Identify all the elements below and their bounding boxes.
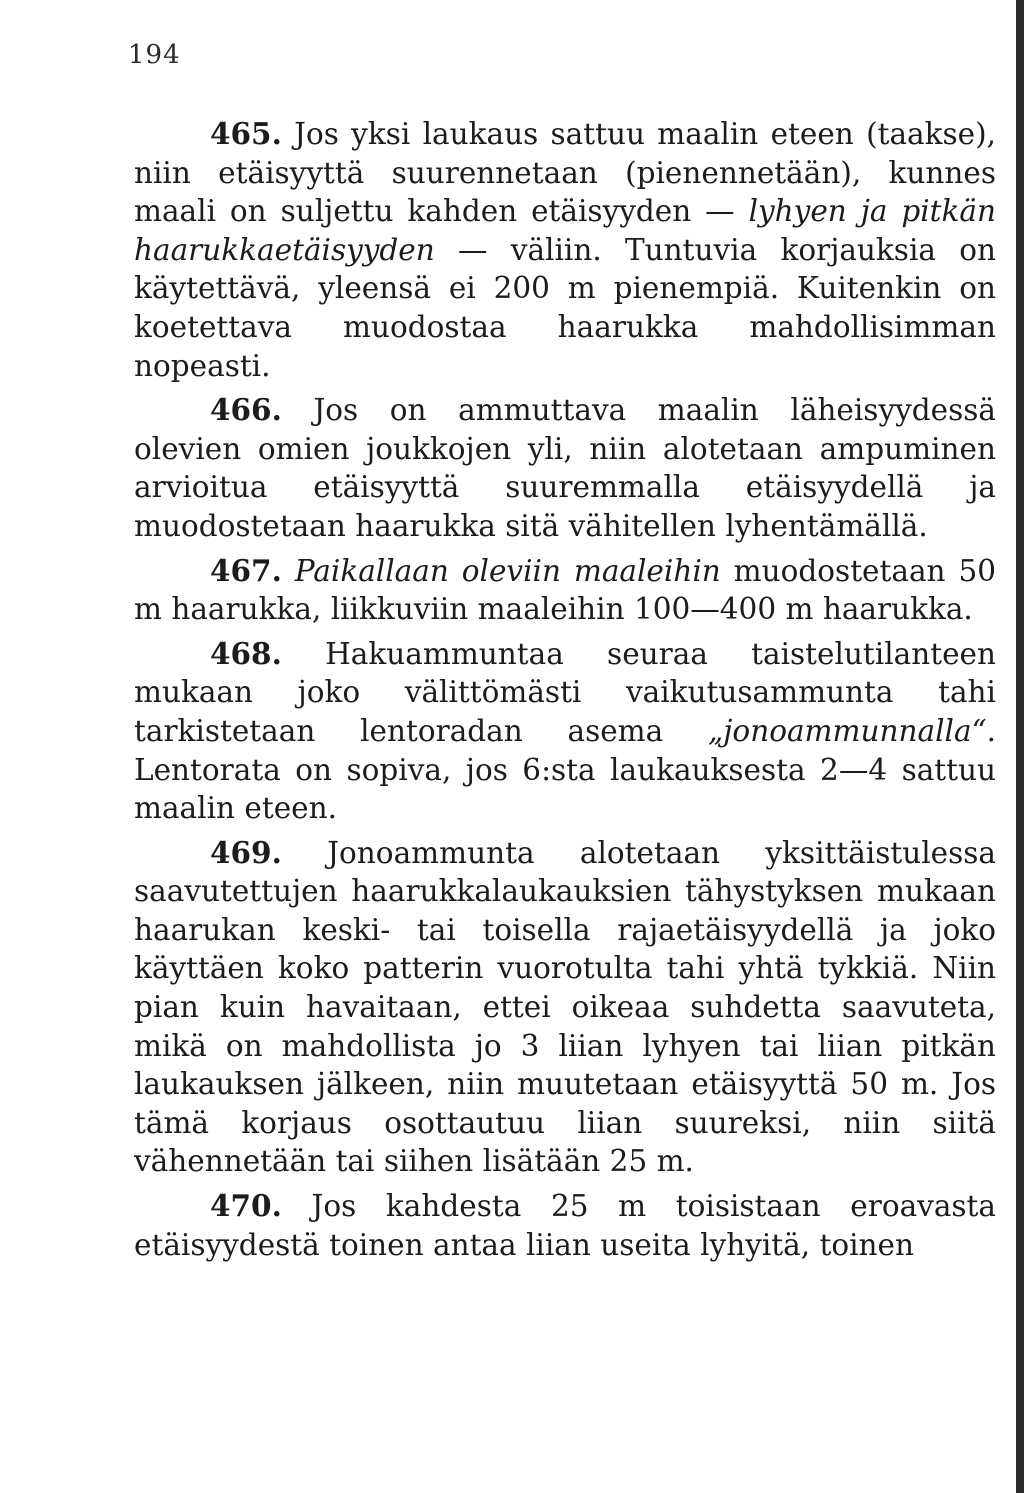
text-segment: — väliin. Tuntuvia korjauksia on käytettävä, yleensä ei 200 m pienempiä. Kuitenkin on koetettava muodostaa haarukka mahdollisimman nopeasti. bbox=[134, 232, 996, 383]
paragraph-467 bbox=[134, 552, 996, 629]
paragraph-number: 466. bbox=[210, 392, 282, 428]
paragraph-number: 465. bbox=[210, 116, 282, 151]
text-segment: Jos kahdesta 25 m toisistaan eroavasta etäisyydestä toinen antaa liian useita lyhyitä, toinen bbox=[134, 1189, 996, 1262]
text-segment: Jos on ammuttava maalin läheisyydessä olevien omien joukkojen yli, niin alotetaan ampuminen arvioitua etäisyyttä suuremmalla etäisyydellä ja muodostetaan haarukka sitä vähitellen lyhentämällä. bbox=[134, 393, 996, 543]
text-segment: Jonoammunta alotetaan yksittäistulessa saavutettujen haarukkalaukauksien tähystyksen mukaan haarukan keski- tai toisella rajaetäisyydellä ja joko käyttäen koko patterin vuorotulta tahi yhtä tykkiä. Niin pian kuin havaitaan, ettei oikeaa suhdetta saavuteta, mikä on mahdollista jo 3 liian lyhyen tai liian pitkän laukauksen jälkeen, niin muutetaan etäisyyttä 50 m. Jos tämä korjaus osottautuu liian suureksi, niin siitä vähennetään tai siihen lisätään 25 m. bbox=[134, 835, 996, 1179]
page-number: 194 bbox=[128, 40, 181, 70]
paragraph-470 bbox=[134, 1187, 996, 1264]
italic-term: lyhyen ja pitkän haarukkaetäisyyden bbox=[134, 194, 996, 267]
text-segment bbox=[282, 554, 295, 588]
paragraph-469 bbox=[134, 834, 996, 1181]
italic-term: „jonoammunnalla“ bbox=[708, 713, 987, 748]
paragraph-465 bbox=[134, 115, 996, 385]
paragraph-number: 470. bbox=[210, 1188, 282, 1224]
paragraph-number: 469. bbox=[210, 834, 282, 870]
paragraph-number: 468. bbox=[210, 635, 282, 671]
paragraph-466 bbox=[134, 391, 996, 545]
paragraph-number: 467. bbox=[210, 552, 282, 588]
text-segment: . Lentorata on sopiva, jos 6:sta laukauksesta 2—4 sattuu maalin eteen. bbox=[134, 713, 996, 826]
text-segment: Hakuammuntaa seuraa taistelutilanteen mukaan joko välittömästi vaikutusammunta tahi tarkistetaan lentoradan asema bbox=[134, 636, 996, 748]
text-segment: muodostetaan 50 m haarukka, liikkuviin maaleihin 100—400 m haarukka. bbox=[134, 553, 996, 627]
body-text bbox=[134, 115, 996, 1264]
paragraph-468 bbox=[134, 635, 996, 828]
text-segment: Jos yksi laukaus sattuu maalin eteen (taakse), niin etäisyyttä suurennetaan (pienennetään), kunnes maali on suljettu kahden etäisyyden — bbox=[134, 117, 996, 229]
italic-term: Paikallaan oleviin maaleihin bbox=[294, 553, 721, 588]
